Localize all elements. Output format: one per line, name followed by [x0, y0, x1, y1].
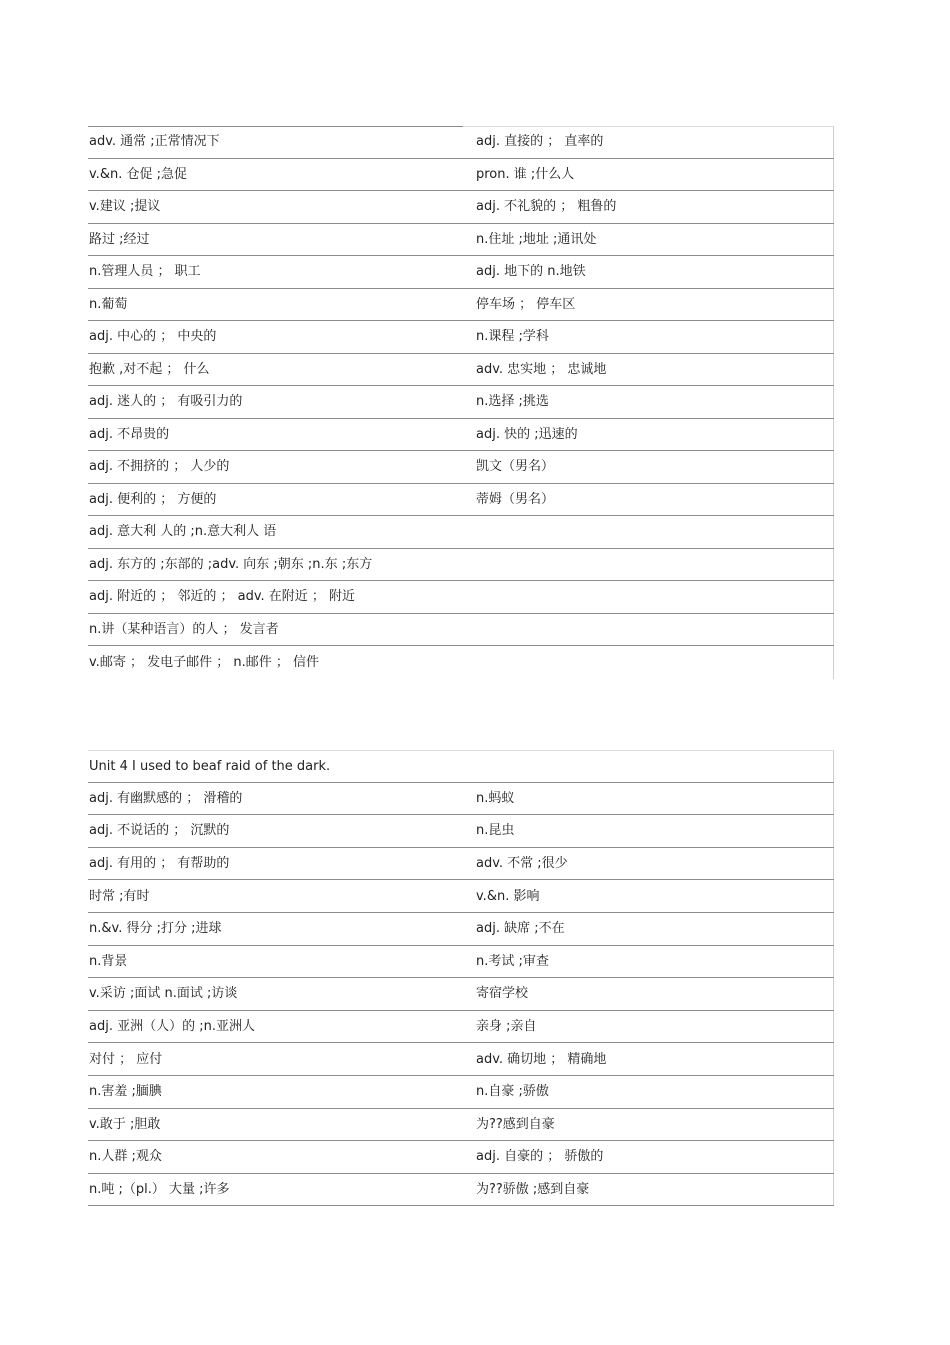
definition-left: n.害羞 ;腼腆 — [89, 1084, 162, 1100]
table-right-border — [833, 484, 834, 516]
definition-left: v.邮寄 ； 发电子邮件 ； n.邮件 ； 信件 — [89, 654, 319, 670]
vocab-table-1 — [88, 126, 834, 679]
definition-right: 凯文（男名） — [476, 459, 555, 475]
definition-right: 为??骄傲 ;感到自豪 — [476, 1182, 590, 1198]
table-row — [88, 484, 834, 517]
table-row — [88, 451, 834, 484]
table-row — [88, 159, 834, 192]
definition-left: adj. 中心的 ； 中央的 — [89, 329, 217, 345]
table-right-border — [833, 946, 834, 978]
definition-left: n.讲（某种语言）的人 ； 发言者 — [89, 621, 279, 637]
definition-left: adj. 东方的 ;东部的 ;adv. 向东 ;朝东 ;n.东 ;东方 — [89, 556, 373, 572]
table-row — [88, 978, 834, 1011]
definition-right: adj. 直接的 ； 直率的 — [476, 134, 604, 150]
definition-right: 蒂姆（男名） — [476, 491, 555, 507]
definition-right: adj. 自豪的 ； 骄傲的 — [476, 1149, 604, 1165]
table-row — [88, 224, 834, 257]
table-right-border — [833, 1141, 834, 1173]
unit-heading-row — [88, 750, 834, 783]
table-right-border — [833, 783, 834, 815]
definition-left: adj. 有用的 ； 有帮助的 — [89, 856, 230, 872]
definition-left: v.采访 ;面试 n.面试 ;访谈 — [89, 986, 238, 1002]
table-row — [88, 419, 834, 452]
table-right-border — [833, 321, 834, 353]
table-row — [88, 614, 834, 647]
table-row — [88, 783, 834, 816]
definition-right: 寄宿学校 — [476, 986, 529, 1002]
definition-right: adj. 不礼貌的 ； 粗鲁的 — [476, 199, 617, 215]
table-right-border — [833, 581, 834, 613]
definition-left: 时常 ;有时 — [89, 888, 150, 904]
definition-left: adv. 通常 ;正常情况下 — [89, 134, 220, 150]
definition-right: adj. 缺席 ;不在 — [476, 921, 565, 937]
definition-right: adj. 地下的 n.地铁 — [476, 264, 586, 280]
definition-right: n.考试 ;审查 — [476, 953, 549, 969]
definition-left: v.建议 ;提议 — [89, 199, 161, 215]
table-right-border — [833, 191, 834, 223]
definition-right: n.选择 ;挑选 — [476, 394, 549, 410]
definition-right: adv. 忠实地 ； 忠诚地 — [476, 361, 607, 377]
table-right-border — [833, 848, 834, 880]
table-row — [88, 354, 834, 387]
definition-right: pron. 谁 ;什么人 — [476, 166, 575, 182]
definition-right: adv. 不常 ;很少 — [476, 856, 568, 872]
table-right-border — [833, 354, 834, 386]
definition-left: adj. 不说话的 ； 沉默的 — [89, 823, 230, 839]
table-row — [88, 1141, 834, 1174]
table-right-border — [833, 549, 834, 581]
definition-left: adj. 不拥挤的 ； 人少的 — [89, 459, 230, 475]
table-row — [88, 880, 834, 913]
table-right-border — [833, 451, 834, 483]
table-row — [88, 126, 834, 159]
table-right-border — [833, 1109, 834, 1141]
definition-left: n.管理人员 ； 职工 — [89, 264, 201, 280]
table-right-border — [833, 614, 834, 646]
definition-right: n.蚂蚁 — [476, 790, 515, 806]
definition-left: n.吨 ;（pl.） 大量 ;许多 — [89, 1182, 230, 1198]
definition-right: adv. 确切地 ； 精确地 — [476, 1051, 607, 1067]
definition-right: n.课程 ;学科 — [476, 329, 549, 345]
definition-left: adj. 迷人的 ； 有吸引力的 — [89, 394, 243, 410]
table-right-border — [833, 159, 834, 191]
table-row — [88, 256, 834, 289]
table-right-border — [833, 913, 834, 945]
table-row — [88, 815, 834, 848]
table-right-border — [833, 815, 834, 847]
table-right-border — [833, 516, 834, 548]
table-right-border — [833, 1011, 834, 1043]
table-right-border — [833, 386, 834, 418]
table-row — [88, 289, 834, 322]
table-row — [88, 646, 834, 679]
definition-right: n.住址 ;地址 ;通讯处 — [476, 231, 597, 247]
table-right-border — [833, 1076, 834, 1108]
table-row — [88, 1011, 834, 1044]
table-row — [88, 848, 834, 881]
definition-left: 对付 ； 应付 — [89, 1051, 163, 1067]
definition-right: v.&n. 影响 — [476, 888, 540, 904]
definition-right: 停车场 ； 停车区 — [476, 296, 576, 312]
definition-left: n.背景 — [89, 953, 128, 969]
definition-left: adj. 附近的 ； 邻近的 ； adv. 在附近 ； 附近 — [89, 589, 356, 605]
definition-left: n.人群 ;观众 — [89, 1149, 162, 1165]
definition-left: adj. 有幽默感的 ； 滑稽的 — [89, 790, 243, 806]
table-right-border — [833, 1043, 834, 1075]
definition-right: 为??感到自豪 — [476, 1116, 555, 1132]
table-right-border — [833, 751, 834, 782]
definition-right: n.自豪 ;骄傲 — [476, 1084, 549, 1100]
definition-right: n.昆虫 — [476, 823, 515, 839]
definition-left: 抱歉 ,对不起 ； 什么 — [89, 361, 210, 377]
table-right-border — [833, 224, 834, 256]
table-row — [88, 946, 834, 979]
unit-heading: Unit 4 I used to beaf raid of the dark. — [89, 758, 331, 774]
definition-right: adj. 快的 ;迅速的 — [476, 426, 578, 442]
table-row — [88, 581, 834, 614]
table-right-border — [833, 880, 834, 912]
definition-left: v.&n. 仓促 ;急促 — [89, 166, 187, 182]
table-row — [88, 1174, 834, 1207]
table-row — [88, 321, 834, 354]
definition-left: n.葡萄 — [89, 296, 128, 312]
table-row — [88, 1043, 834, 1076]
definition-left: adj. 意大利 人的 ;n.意大利人 语 — [89, 524, 277, 540]
table-right-border — [833, 289, 834, 321]
table-right-border — [833, 256, 834, 288]
table-right-border — [833, 419, 834, 451]
definition-left: v.敢于 ;胆敢 — [89, 1116, 161, 1132]
definition-left: adj. 亚洲（人）的 ;n.亚洲人 — [89, 1019, 255, 1035]
table-row — [88, 191, 834, 224]
definition-left: adj. 不昂贵的 — [89, 426, 170, 442]
table-row — [88, 1076, 834, 1109]
table-row — [88, 549, 834, 582]
table-right-border — [833, 978, 834, 1010]
table-right-border — [833, 1174, 834, 1206]
table-row — [88, 516, 834, 549]
definition-right: 亲身 ;亲自 — [476, 1019, 537, 1035]
definition-left: 路过 ;经过 — [89, 231, 150, 247]
table-right-border — [833, 646, 834, 679]
table-row — [88, 913, 834, 946]
table-row — [88, 1109, 834, 1142]
vocab-table-unit4 — [88, 750, 834, 1206]
table-row — [88, 386, 834, 419]
definition-left: adj. 便利的 ； 方便的 — [89, 491, 217, 507]
table-right-border — [833, 126, 834, 158]
definition-left: n.&v. 得分 ;打分 ;进球 — [89, 921, 222, 937]
